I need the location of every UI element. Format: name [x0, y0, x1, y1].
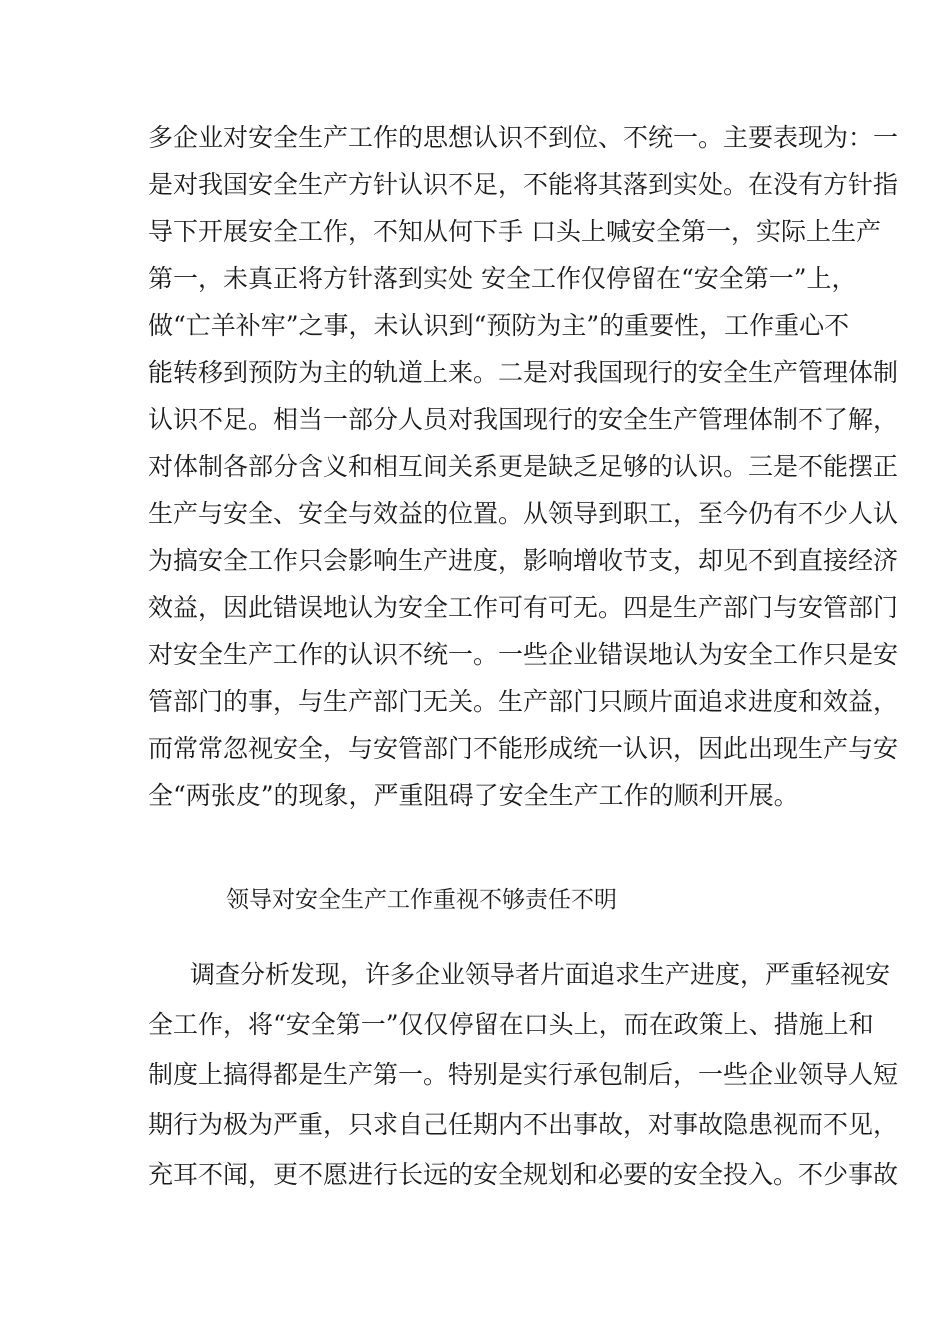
paragraph-1-line: 是对我国安全生产方针认识不足，不能将其落到实处。在没有方针指 — [148, 170, 899, 199]
paragraph-2-line: 制度上搞得都是生产第一。特别是实行承包制后，一些企业领导人短 — [148, 1060, 899, 1089]
paragraph-1-line: 对体制各部分含义和相互间关系更是缺乏足够的认识。三是不能摆正 — [148, 452, 899, 481]
paragraph-2-line: 全工作，将“安全第一”仅仅停留在口头上，而在政策上、措施上和 — [148, 1010, 874, 1039]
paragraph-1-line: 第一，未真正将方针落到实处 安全工作仅停留在“安全第一”上， — [148, 264, 857, 293]
paragraph-2-line: 充耳不闻，更不愿进行长远的安全规划和必要的安全投入。不少事故 — [148, 1160, 899, 1189]
paragraph-1-line: 全“两张皮”的现象，严重阻碍了安全生产工作的顺利开展。 — [148, 781, 799, 810]
paragraph-1-line: 为搞安全工作只会影响生产进度，影响增收节支，却见不到直接经济 — [148, 546, 899, 575]
paragraph-1-line: 而常常忽视安全，与安管部门不能形成统一认识，因此出现生产与安 — [148, 734, 899, 763]
paragraph-1-line: 能转移到预防为主的轨道上来。二是对我国现行的安全生产管理体制 — [148, 358, 899, 387]
paragraph-1-line: 管部门的事，与生产部门无关。生产部门只顾片面追求进度和效益， — [148, 687, 899, 716]
paragraph-1-line: 生产与安全、安全与效益的位置。从领导到职工，至今仍有不少人认 — [148, 499, 899, 528]
paragraph-1-line: 导下开展安全工作，不知从何下手 口头上喊安全第一，实际上生产 — [148, 217, 881, 246]
paragraph-1-line: 做“亡羊补牢”之事，未认识到“预防为主”的重要性，工作重心不 — [148, 311, 850, 340]
paragraph-2-line: 调查分析发现，许多企业领导者片面追求生产进度，严重轻视安 — [190, 960, 891, 989]
paragraph-1-line: 多企业对安全生产工作的思想认识不到位、不统一。主要表现为：一 — [148, 123, 899, 152]
section-heading: 领导对安全生产工作重视不够责任不明 — [226, 887, 617, 913]
paragraph-1-line: 认识不足。相当一部分人员对我国现行的安全生产管理体制不了解， — [148, 405, 899, 434]
paragraph-2-line: 期行为极为严重，只求自己任期内不出事故，对事故隐患视而不见， — [148, 1110, 899, 1139]
paragraph-1-line: 对安全生产工作的认识不统一。一些企业错误地认为安全工作只是安 — [148, 640, 899, 669]
paragraph-1-line: 效益，因此错误地认为安全工作可有可无。四是生产部门与安管部门 — [148, 593, 899, 622]
